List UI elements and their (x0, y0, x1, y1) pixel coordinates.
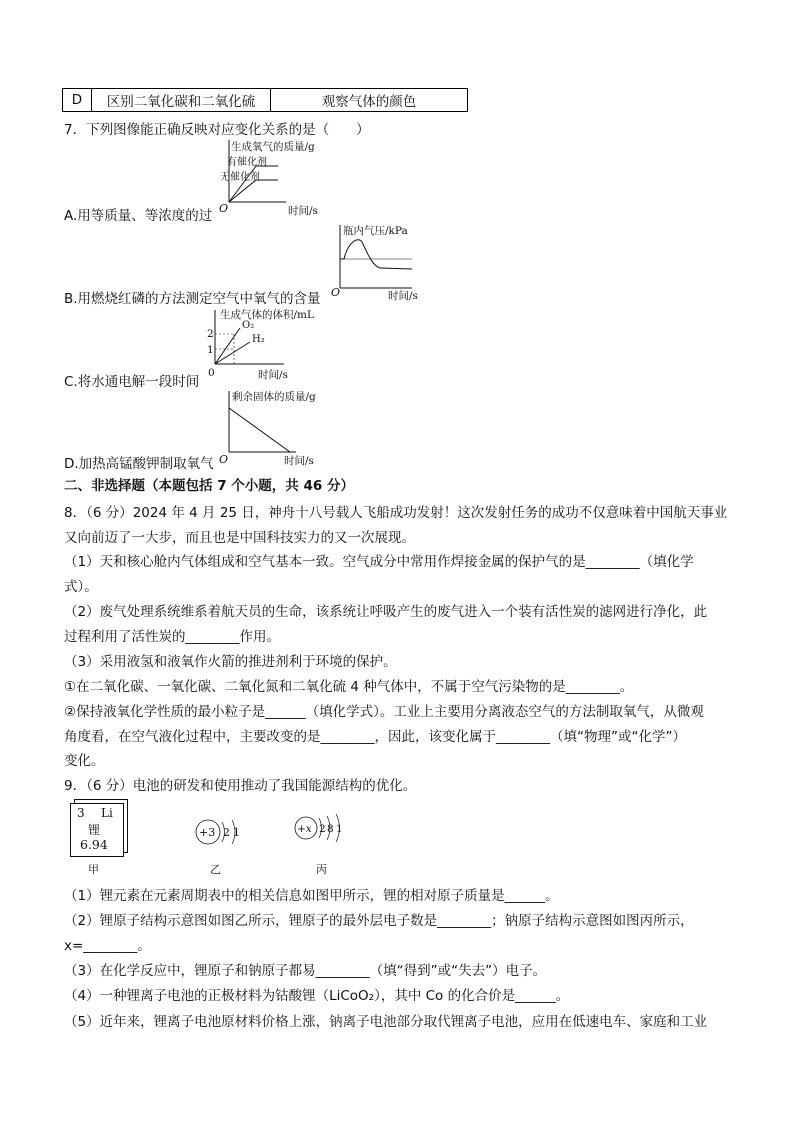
q8-line-7: （3）采用液氢和液氧作火箭的推进剂利于环境的保护。 (64, 654, 397, 670)
atomic-number: 3 (77, 806, 85, 820)
q7-stem: 7．下列图像能正确反映对应变化关系的是（ ） (64, 122, 370, 138)
atomic-mass: 6.94 (80, 837, 108, 852)
graph-d (218, 388, 338, 468)
option-letter: D (63, 89, 92, 112)
q7-option-b: B.用燃烧红磷的方法测定空气中氧气的含量 (64, 291, 321, 307)
q7-option-a: A.用等质量、等浓度的过 (64, 208, 213, 224)
graph-a-ylabel: 生成氧气的质量/g (231, 141, 315, 153)
graph-c (204, 306, 344, 386)
na-nucleus-charge: +x (297, 823, 312, 835)
graph-b-ylabel: 瓶内气压/kPa (343, 225, 408, 237)
graph-d-ylabel: 剩余固体的质量/g (232, 391, 316, 403)
q8-line-11: 变化。 (64, 753, 105, 769)
q9-line-2: （1）锂元素在元素周期表中的相关信息如图甲所示，锂的相对原子质量是______。 (64, 888, 559, 904)
li-shell-1-electrons: 2 (223, 826, 230, 839)
na-shell-2-electrons: 8 (327, 823, 334, 835)
q9-line-7: （5）近年来，锂离子电池原材料价格上涨，钠离子电池部分取代锂离子电池，应用在低速电车、家庭和工业 (64, 1014, 708, 1030)
q9-line-1: 9．（6 分）电池的研发和使用推动了我国能源结构的优化。 (64, 778, 417, 794)
na-shell-1-electrons: 2 (319, 823, 326, 835)
q9-line-6: （4）一种锂离子电池的正极材料为钴酸锂（LiCoO₂），其中 Co 的化合价是______。 (64, 988, 570, 1004)
graph-c-line-o2 (215, 328, 240, 364)
na-shell-3-electrons: 1 (336, 823, 343, 835)
graph-b-origin: O (331, 286, 341, 299)
q9-line-5: （3）在化学反应中，锂原子和钠原子都易________（填“得到”或“失去”）电子。 (64, 963, 547, 979)
caption-yi: 乙 (210, 863, 221, 876)
graph-a-xlabel: 时间/s (288, 205, 318, 217)
graph-c-xlabel: 时间/s (258, 369, 288, 381)
graph-c-origin: 0 (208, 367, 215, 379)
na-atom-diagram (292, 810, 362, 854)
q8-line-8: ①在二氧化碳、一氧化碳、二氧化氮和二氧化硫 4 种气体中，不属于空气污染物的是________。 (64, 679, 634, 695)
q8-line-2: 又向前迈了一大步，而且也是中国科技实力的又一次展现。 (64, 530, 415, 546)
li-shell-2-electrons: 1 (233, 826, 240, 839)
q8-line-1: 8．（6 分）2024 年 4 月 25 日，神舟十八号载人飞船成功发射！这次发射任务的成功不仅意味着中国航天事业 (64, 505, 728, 521)
q7-option-c: C.将水通电解一段时间 (64, 374, 200, 390)
graph-a-origin: O (219, 202, 229, 215)
experiment-purpose: 区别二氧化碳和二氧化硫 (92, 89, 271, 112)
element-symbol: Li (101, 806, 113, 820)
graph-a-curve-no-catalyst (229, 180, 278, 202)
graph-a-label-catalyst: 有催化剂 (227, 157, 267, 168)
q9-line-4: x=________。 (64, 938, 151, 954)
element-name: 锂 (88, 823, 101, 837)
caption-jia: 甲 (88, 863, 99, 876)
graph-b-xlabel: 时间/s (388, 290, 418, 302)
periodic-table-cell (70, 803, 124, 857)
graph-c-tick-2: 2 (207, 328, 214, 340)
graph-b-curve (340, 240, 412, 269)
q8-line-9: ②保持液氧化学性质的最小粒子是______（填化学式）。工业上主要用分离液态空气的方法制取氧气，从微观 (64, 704, 704, 720)
graph-c-label-h2: H₂ (252, 334, 265, 345)
graph-c-label-o2: O₂ (242, 320, 255, 331)
q8-line-5: （2）废气处理系统维系着航天员的生命，该系统让呼吸产生的废气进入一个装有活性炭的滤网进行净化，此 (64, 604, 708, 620)
graph-b (330, 222, 430, 302)
experiment-method: 观察气体的颜色 (271, 89, 468, 112)
q8-line-3: （1）天和核心舱内气体组成和空气基本一致。空气成分中常用作焊接金属的保护气的是________（填化学 (64, 554, 694, 570)
li-atom-diagram (192, 812, 252, 856)
q9-line-3: （2）锂原子结构示意图如图乙所示，锂原子的最外层电子数是________；钠原子结构示意图如图丙所示， (64, 913, 694, 929)
q8-line-4: 式）。 (64, 579, 98, 595)
graph-d-xlabel: 时间/s (284, 455, 314, 467)
graph-c-tick-1: 1 (207, 344, 214, 356)
q8-line-10: 角度看，在空气液化过程中，主要改变的是________，因此，该变化属于________（填“物理”或“化学”） (64, 729, 686, 745)
caption-bing: 丙 (316, 863, 327, 876)
graph-d-origin: O (219, 453, 229, 466)
section-heading: 二、非选择题（本题包括 7 个小题，共 46 分） (64, 478, 354, 494)
graph-a-label-no-catalyst: 无催化剂 (220, 172, 260, 183)
graph-c-line-h2 (215, 342, 250, 364)
graph-a (218, 138, 328, 218)
graph-d-line (229, 408, 290, 452)
q7-option-d: D.加热高锰酸钾制取氧气 (64, 456, 214, 472)
graph-c-ylabel: 生成气体的体积/mL (220, 309, 314, 321)
table-row (63, 89, 468, 112)
q8-line-6: 过程利用了活性炭的________作用。 (64, 629, 280, 645)
li-nucleus-charge: +3 (199, 826, 216, 839)
experiment-table (62, 88, 468, 112)
